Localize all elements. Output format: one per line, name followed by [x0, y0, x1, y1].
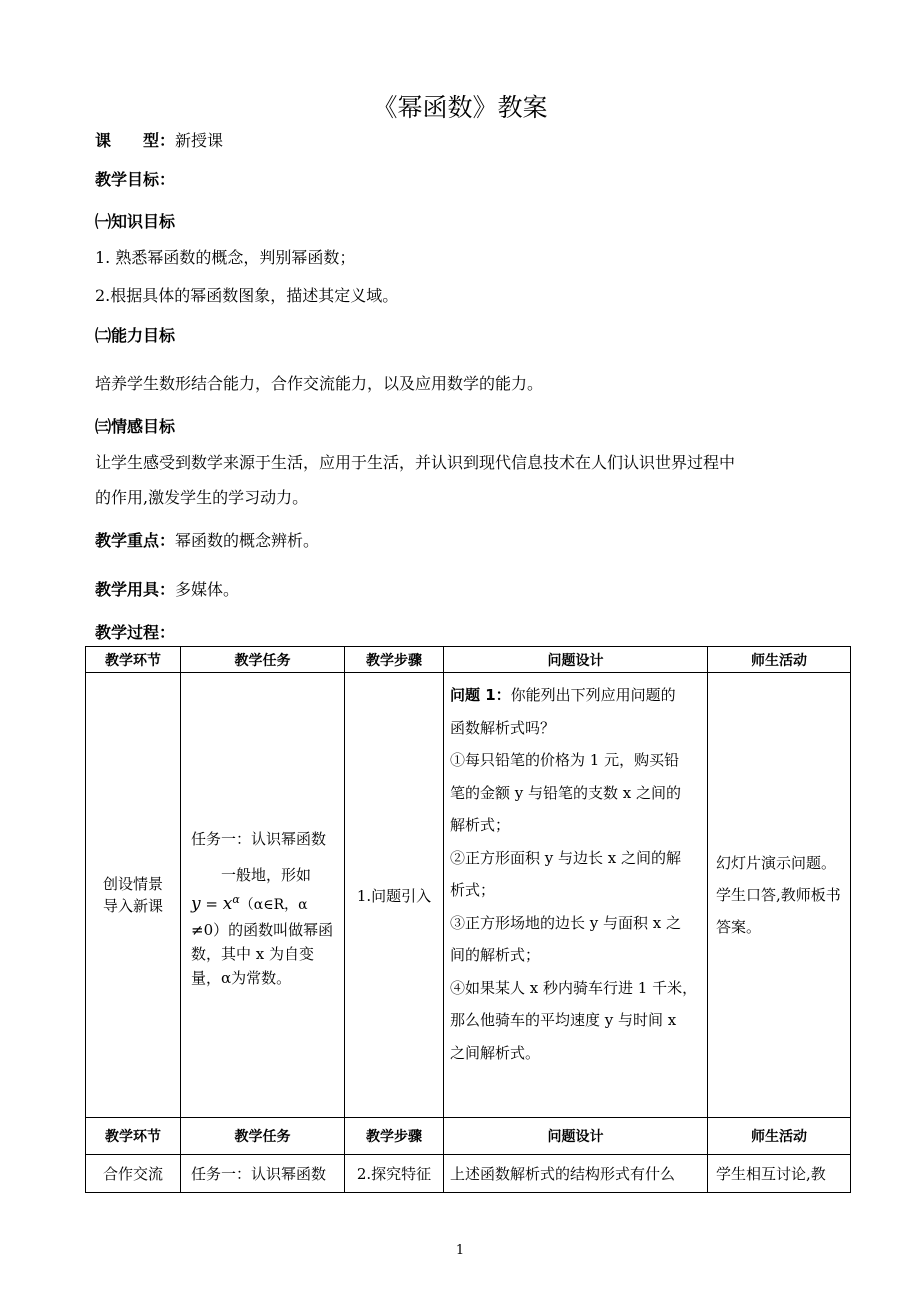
tools-value: 多媒体。	[175, 580, 240, 599]
header-step: 教学步骤	[345, 1118, 444, 1155]
teaching-tools	[95, 577, 239, 600]
question-line: 间的解析式；	[450, 946, 541, 964]
knowledge-item-2: 2.根据具体的幂函数图象，描述其定义域。	[95, 286, 399, 305]
task-title: 任务一：认识幂函数	[191, 829, 327, 848]
question-line: 析式；	[450, 881, 496, 899]
task-cell	[181, 673, 345, 1118]
activity-cell: 幻灯片演示问题。学生口答,教师板书答案。	[708, 673, 851, 1118]
formula-y: y	[191, 893, 201, 914]
knowledge-item-1: 1. 熟悉幂函数的概念，判别幂函数；	[95, 248, 356, 267]
header-stage: 教学环节	[86, 647, 181, 673]
header-question: 问题设计	[444, 1118, 708, 1155]
question-label: 问题 1：	[450, 686, 511, 704]
task-cell: 任务一：认识幂函数	[181, 1155, 345, 1193]
table-header-row	[86, 647, 851, 673]
question-line: 解析式；	[450, 816, 511, 834]
question-text: 你能列出下列应用问题的	[510, 686, 676, 704]
formula-eq: =	[200, 894, 223, 913]
header-step: 教学步骤	[345, 647, 444, 673]
question-line: 那么他骑车的平均速度 y 与时间 x	[450, 1011, 677, 1029]
stage-cell: 合作交流	[86, 1155, 181, 1193]
question-line: ④如果某人 x 秒内骑车行进 1 千米，	[450, 978, 698, 997]
page-title: 《幂函数》教案	[372, 93, 548, 122]
header-task: 教学任务	[181, 647, 345, 673]
header-task: 教学任务	[181, 1118, 345, 1155]
question-cell: 上述函数解析式的结构形式有什么	[444, 1155, 708, 1193]
formula-exp: α	[232, 892, 240, 906]
emotion-heading: ㈢情感目标	[95, 417, 176, 436]
question-line: 之间解析式。	[450, 1043, 541, 1062]
table-row	[86, 673, 851, 1118]
tools-label: 教学用具：	[95, 580, 176, 599]
header-stage: 教学环节	[86, 1118, 181, 1155]
page-number: 1	[455, 1243, 465, 1258]
question-line: ②正方形面积 y 与边长 x 之间的解	[450, 848, 682, 867]
formula-x: x	[222, 893, 233, 914]
task-definition: ≠0）的函数叫做幂函数，其中 x 为自变量，α为常数。	[191, 920, 334, 987]
formula-cond: （α∈R，α	[239, 896, 308, 913]
key-point-value: 幂函数的概念辨析。	[175, 531, 320, 550]
ability-heading: ㈡能力目标	[95, 326, 176, 345]
question-line: ①每只铅笔的价格为 1 元，购买铅	[450, 751, 680, 769]
header-activity: 师生活动	[708, 647, 851, 673]
question-line: 笔的金额 y 与铅笔的支数 x 之间的	[450, 783, 682, 802]
header-question: 问题设计	[444, 647, 708, 673]
process-heading: 教学过程：	[95, 623, 176, 642]
task-formula	[191, 887, 340, 918]
course-type	[95, 128, 223, 151]
stage-cell	[86, 673, 181, 1118]
knowledge-heading: ㈠知识目标	[95, 212, 176, 231]
activity-cell: 学生相互讨论,教	[708, 1155, 851, 1193]
process-table	[85, 646, 851, 1193]
header-activity: 师生活动	[708, 1118, 851, 1155]
table-header-row-repeat	[86, 1118, 851, 1155]
course-type-value: 新授课	[175, 131, 224, 150]
question-line: 函数解析式吗？	[450, 718, 556, 737]
step-cell: 1.问题引入	[345, 673, 444, 1118]
key-point	[95, 528, 319, 551]
emotion-text-line2: 的作用,激发学生的学习动力。	[95, 488, 309, 507]
question-cell	[444, 673, 708, 1118]
question-line	[450, 679, 703, 712]
course-type-label: 课 型：	[95, 131, 176, 150]
table-row	[86, 1155, 851, 1193]
key-point-label: 教学重点：	[95, 531, 176, 550]
emotion-text-line1: 让学生感受到数学来源于生活，应用于生活，并认识到现代信息技术在人们认识世界过程中	[95, 453, 736, 472]
question-line: ③正方形场地的边长 y 与面积 x 之	[450, 913, 682, 932]
stage-line-2: 导入新课	[102, 897, 163, 915]
objectives-heading: 教学目标：	[95, 170, 176, 189]
step-cell: 2.探究特征	[345, 1155, 444, 1193]
stage-line-1: 创设情景	[102, 875, 163, 893]
task-intro: 一般地，形如	[221, 865, 312, 884]
ability-text: 培养学生数形结合能力，合作交流能力，以及应用数学的能力。	[95, 374, 544, 393]
